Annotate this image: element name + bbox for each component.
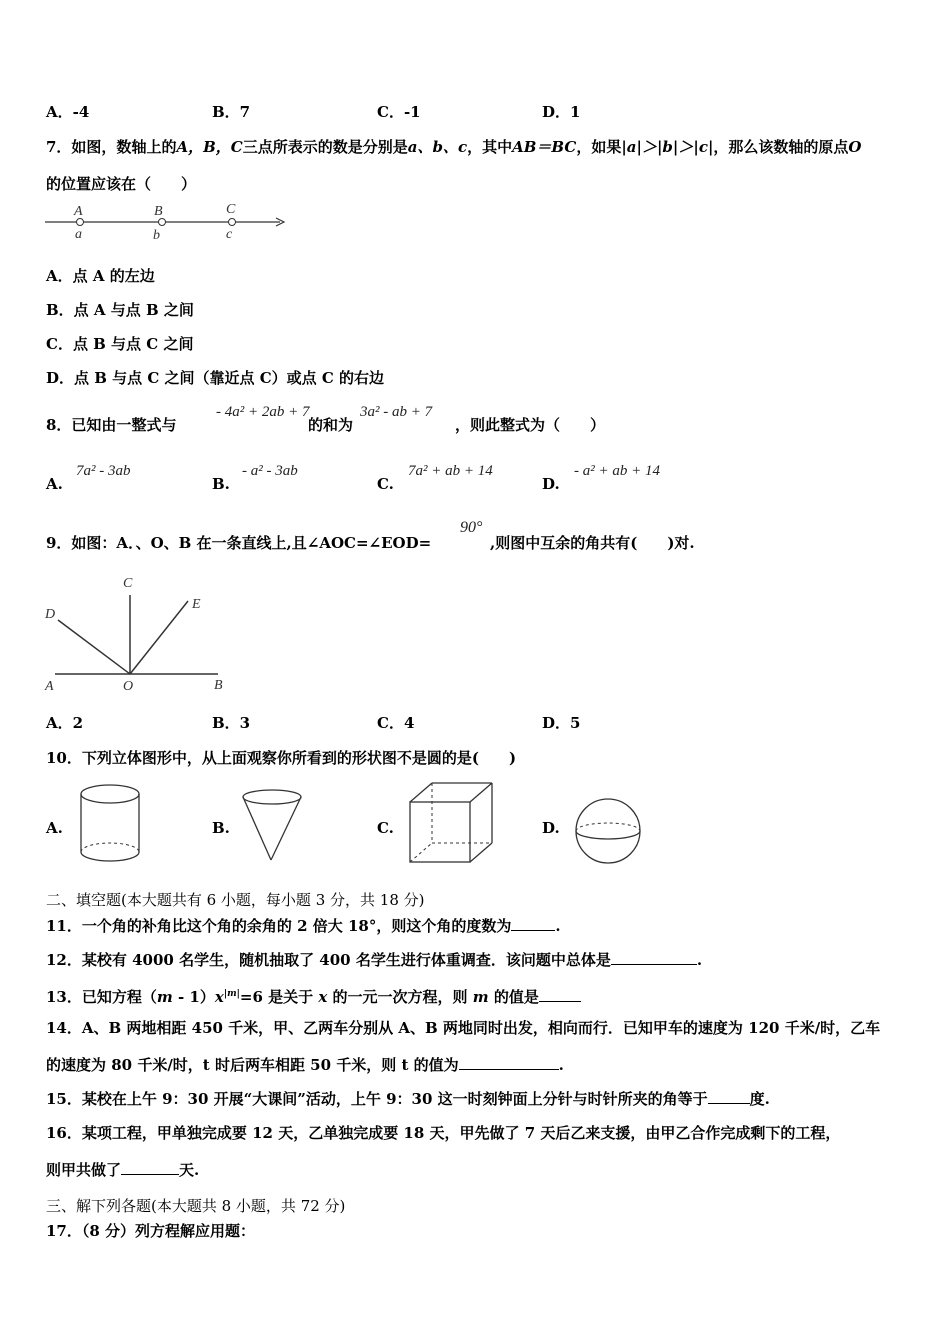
ray-od xyxy=(58,620,130,674)
q13: 13．已知方程$(m - 1)x^{|m|}=6$ 是关于 x 的一元一次方程，则 m 的值是 xyxy=(46,984,581,1007)
sphere-figure xyxy=(572,797,644,865)
cone-figure xyxy=(240,788,306,864)
q9-stem-suffix: ,则图中互余的角共有( )对. xyxy=(490,534,695,552)
q10-stem: 10．下列立体图形中，从上面观察你所看到的形状图不是圆的是( ) xyxy=(46,749,517,767)
q10-option-d: D. xyxy=(542,819,560,837)
q11: 11．一个角的补角比这个角的余角的 2 倍大 18°，则这个角的度数为 . xyxy=(46,917,561,935)
q9-option-b: B．3 xyxy=(212,714,251,732)
q6-option-b: B．7 xyxy=(212,103,251,121)
q10-option-c: C. xyxy=(377,819,394,837)
ray-oe xyxy=(130,601,188,674)
q8-stem-prefix: 8．已知由一整式与 xyxy=(46,416,177,434)
q8-option-d-label: D. xyxy=(542,475,560,493)
value-b-label: b xyxy=(153,228,160,243)
q8-option-c-expr: 7a² + ab + 14 xyxy=(408,463,493,479)
value-a-label: a xyxy=(75,227,82,242)
q6-option-a: A．-4 xyxy=(46,103,90,121)
q8-stem-suffix: ，则此整式为（ ） xyxy=(455,416,606,434)
q7-option-c: C．点 B 与点 C 之间 xyxy=(46,335,194,353)
q9-option-a: A．2 xyxy=(46,714,84,732)
q8-option-a-label: A. xyxy=(46,475,63,493)
angle-figure xyxy=(40,570,240,695)
q10-option-a: A. xyxy=(46,819,63,837)
q17: 17．（8 分）列方程解应用题： xyxy=(46,1222,256,1240)
q8-option-a-expr: 7a² - 3ab xyxy=(76,463,131,479)
q6-option-c: C．-1 xyxy=(377,103,421,121)
point-c-label: C xyxy=(226,202,236,217)
q9-option-d: D．5 xyxy=(542,714,581,732)
label-d: D xyxy=(45,607,56,622)
q8-expr1: - 4a² + 2ab + 7 xyxy=(216,404,310,420)
q14-line2: 的速度为 80 千米/时，t 时后两车相距 50 千米，则 t 的值为 . xyxy=(46,1056,564,1074)
q7-stem-line1: 7．如图，数轴上的A，B，C三点所表示的数是分别是a、b、c，其中AB＝BC，如果|a|＞|b|＞|c|，那么该数轴的原点O xyxy=(46,138,862,156)
section-2-heading: 二、填空题(本大题共有 6 小题，每小题 3 分，共 18 分) xyxy=(46,891,425,909)
label-b: B xyxy=(214,678,223,693)
q14-line1: 14．A、B 两地相距 450 千米，甲、乙两车分别从 A、B 两地同时出发，相向而行．已知甲车的速度为 120 千米/时，乙车 xyxy=(46,1019,881,1037)
section-3-heading: 三、解下列各题(本大题共 8 小题，共 72 分) xyxy=(46,1197,346,1215)
q15: 15．某校在上午 9：30 开展“大课间”活动，上午 9：30 这一时刻钟面上分针与时针所夹的角等于 度. xyxy=(46,1090,770,1108)
q8-expr2: 3a² - ab + 7 xyxy=(360,404,433,420)
value-c-label: c xyxy=(226,227,233,242)
q7-option-d: D．点 B 与点 C 之间（靠近点 C）或点 C 的右边 xyxy=(46,369,385,387)
q6-option-d: D．1 xyxy=(542,103,581,121)
q9-stem-prefix: 9．如图：A．、O、B 在一条直线上,且∠AOC=∠EOD= xyxy=(46,534,432,552)
point-a-dot xyxy=(77,219,84,226)
point-b-label: B xyxy=(154,204,163,219)
point-a-label: A xyxy=(74,204,83,219)
q7-option-a: A．点 A 的左边 xyxy=(46,267,155,285)
cube-figure xyxy=(407,780,497,866)
q8-option-b-expr: - a² - 3ab xyxy=(242,463,298,479)
q8-option-c-label: C. xyxy=(377,475,394,493)
q10-option-b: B. xyxy=(212,819,230,837)
point-b-dot xyxy=(159,219,166,226)
label-a: A xyxy=(45,679,54,694)
q7-stem-line2: 的位置应该在（ ） xyxy=(46,175,197,193)
q12: 12．某校有 4000 名学生，随机抽取了 400 名学生进行体重调查．该问题中总体是 . xyxy=(46,951,703,969)
q9-angle: 90° xyxy=(460,519,483,536)
q7-option-b: B．点 A 与点 B 之间 xyxy=(46,301,194,319)
q16-line2: 则甲共做了 天. xyxy=(46,1161,200,1179)
cylinder-figure xyxy=(78,783,144,865)
point-c-dot xyxy=(229,219,236,226)
q8-option-d-expr: - a² + ab + 14 xyxy=(574,463,660,479)
q8-stem-mid: 的和为 xyxy=(308,416,354,434)
q9-option-c: C．4 xyxy=(377,714,415,732)
label-c: C xyxy=(123,576,133,591)
label-e: E xyxy=(192,597,201,612)
label-o: O xyxy=(123,679,134,694)
number-line-figure xyxy=(40,200,290,245)
q8-option-b-label: B. xyxy=(212,475,230,493)
q16-line1: 16．某项工程，甲单独完成要 12 天，乙单独完成要 18 天，甲先做了 7 天后乙来支援，由甲乙合作完成剩下的工程， xyxy=(46,1124,841,1142)
